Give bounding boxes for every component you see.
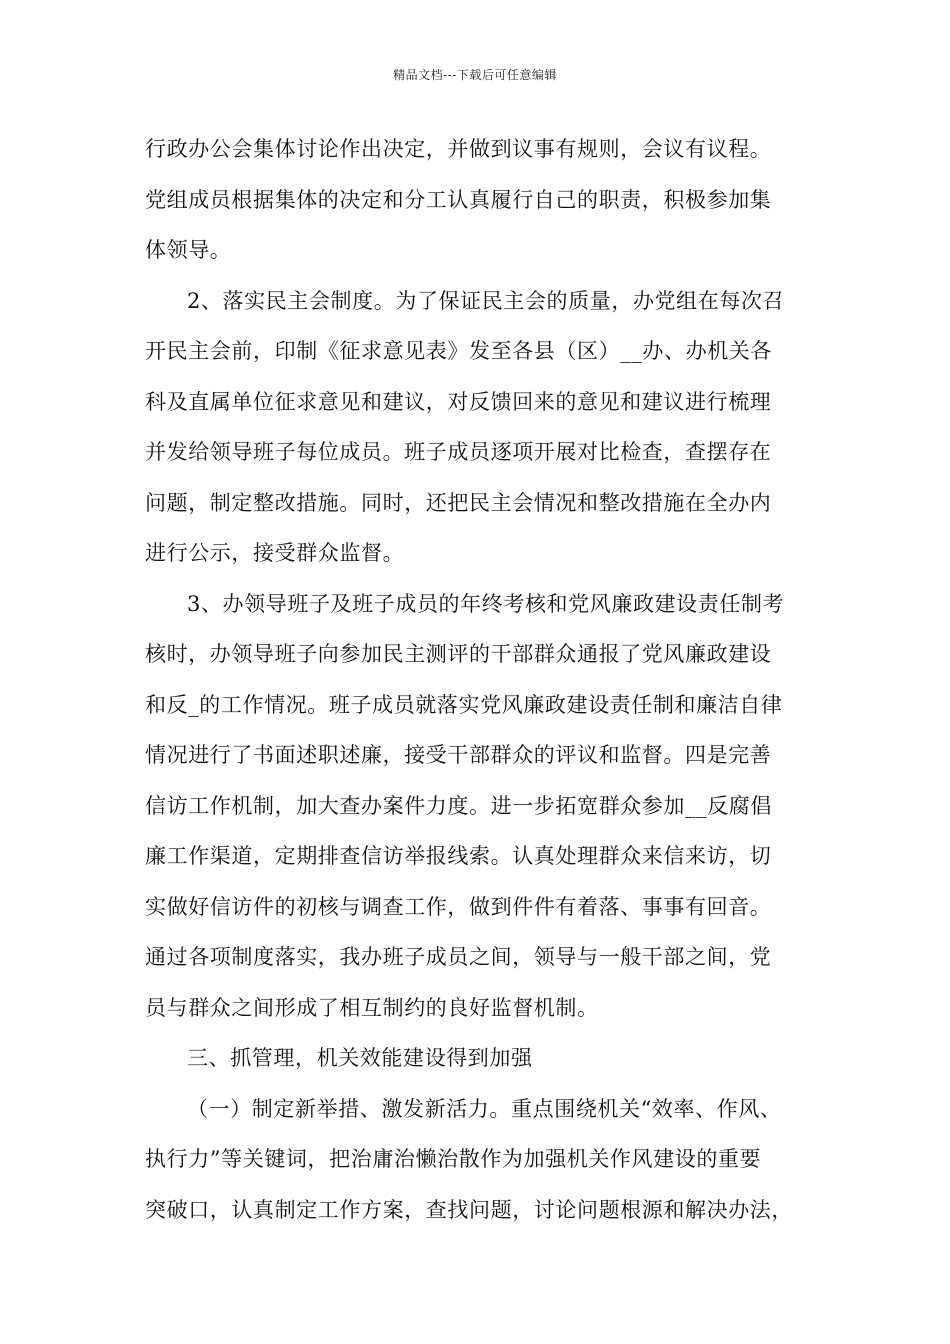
text-line: 三、抓管理，机关效能建设得到加强 (187, 1046, 533, 1070)
text-line: 突破口，认真制定工作方案，查找问题，讨论问题根源和解决办法， (145, 1197, 793, 1222)
text-line: 科及直属单位征求意见和建议，对反馈回来的意见和建议进行梳理 (145, 389, 772, 414)
text-line: 核时，办领导班子向参加民主测评的干部群众通报了党风廉政建设 (145, 642, 772, 666)
document-body (145, 124, 811, 1235)
text-line: 实做好信访件的初核与调查工作，做到件件有着落、事事有回音。 (145, 894, 772, 919)
text-line: 情况进行了书面述职述廉，接受干部群众的评议和监督。四是完善 (145, 743, 772, 767)
text-line: 2、落实民主会制度。为了保证民主会的质量，办党组在每次召 (187, 288, 785, 313)
text-line: 开民主会前，印制《征求意见表》发至各县（区）__办、办机关各 (145, 339, 772, 363)
text-line: 体领导。 (145, 238, 232, 262)
text-line: 党组成员根据集体的决定和分工认真履行自己的职责，积极参加集 (145, 187, 772, 212)
text-line: 执行力”等关键词，把治庸治懒治散作为加强机关作风建设的重要 (145, 1147, 762, 1171)
text-line: 3、办领导班子及班子成员的年终考核和党风廉政建设责任制考 (187, 591, 785, 616)
page-header: 精品文档---下载后可任意编辑 (393, 68, 557, 82)
text-line: 问题，制定整改措施。同时，还把民主会情况和整改措施在全办内 (145, 490, 772, 515)
text-line: （一）制定新举措、激发新活力。重点围绕机关“效率、作风、 (187, 1096, 782, 1121)
text-line: 通过各项制度落实，我办班子成员之间，领导与一般干部之间，党 (145, 945, 772, 969)
text-line: 信访工作机制，加大查办案件力度。进一步拓宽群众参加__反腐倡 (145, 793, 772, 818)
text-line: 廉工作渠道，定期排查信访举报线索。认真处理群众来信来访，切 (145, 844, 772, 868)
text-line: 和反_的工作情况。班子成员就落实党风廉政建设责任制和廉洁自律 (145, 692, 783, 717)
text-line: 并发给领导班子每位成员。班子成员逐项开展对比检查，查摆存在 (145, 440, 772, 464)
text-line: 进行公示，接受群众监督。 (145, 541, 405, 565)
text-line: 员与群众之间形成了相互制约的良好监督机制。 (145, 995, 599, 1020)
text-line: 行政办公会集体讨论作出决定，并做到议事有规则，会议有议程。 (145, 137, 772, 161)
